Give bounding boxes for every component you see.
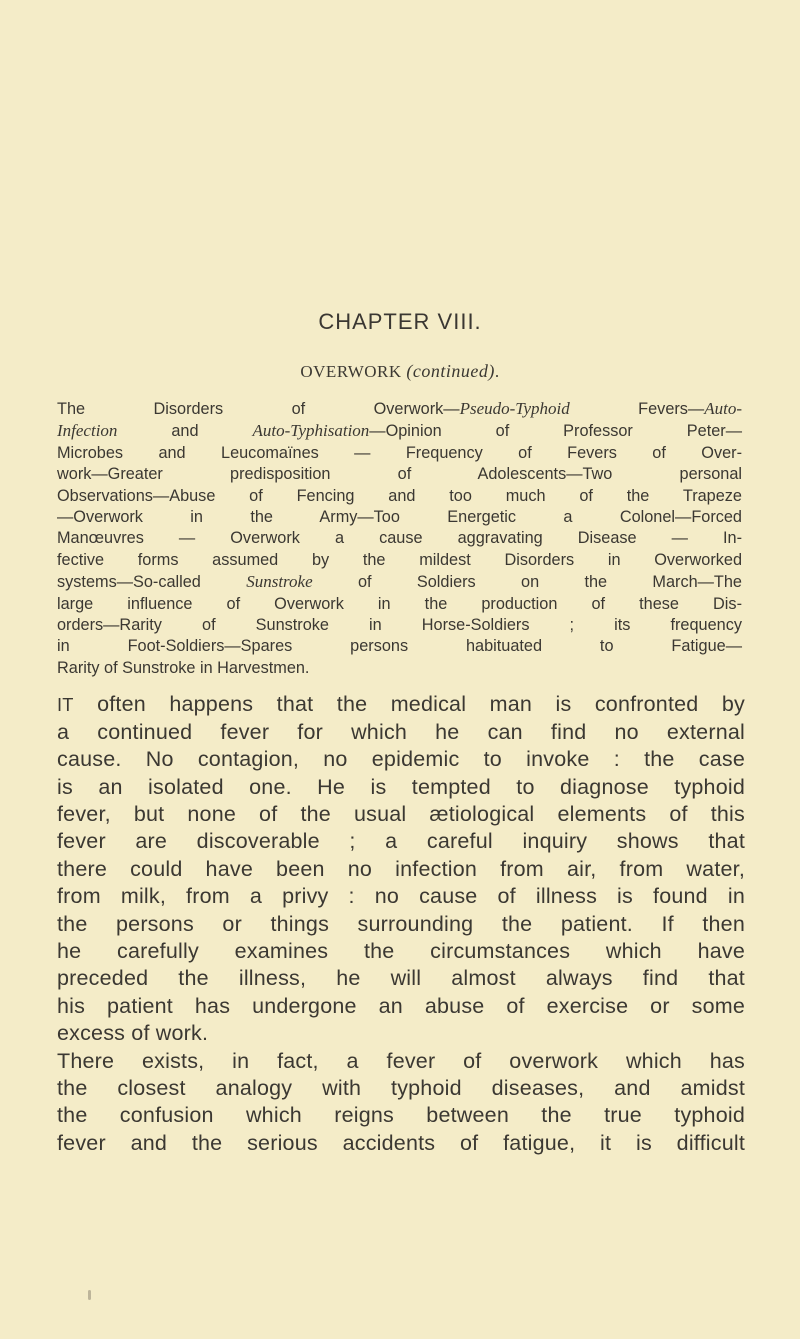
summary-line <box>57 486 742 507</box>
chapter-summary <box>57 398 742 679</box>
text-segment: a continued fever for which he can find no external <box>57 719 745 744</box>
text-segment: fever are discoverable ; a careful inquiry shows that <box>57 829 745 854</box>
body-line <box>57 1020 745 1047</box>
summary-line <box>57 398 742 420</box>
page-text <box>57 398 745 1157</box>
text-segment: is an isolated one. He is tempted to diagnose typhoid <box>57 774 745 799</box>
body-line <box>57 856 745 883</box>
summary-line <box>57 420 742 442</box>
body-line <box>57 691 745 718</box>
chapter-title: CHAPTER VIII. <box>318 309 482 334</box>
text-segment: Fevers— <box>569 400 705 418</box>
text-segment: there could have been no infection from air, from water, <box>57 856 745 881</box>
body-line <box>57 774 745 801</box>
summary-line <box>57 594 742 615</box>
text-segment: orders—Rarity of Sunstroke in Horse-Soldiers ; its frequency <box>57 616 742 635</box>
body-text <box>57 691 745 1157</box>
scan-speck <box>88 1290 91 1300</box>
text-segment: his patient has undergone an abuse of exercise or some <box>57 993 745 1018</box>
italic-text: Auto-Typhisation <box>252 421 370 441</box>
text-segment: Observations—Abuse of Fencing and too much of the Trapeze <box>57 486 742 505</box>
text-segment: fective forms assumed by the mildest Disorders in Overworked <box>57 550 742 569</box>
text-segment: of Soldiers on the March—The <box>312 573 742 592</box>
text-segment: cause. No contagion, no epidemic to invoke : the case <box>57 747 745 772</box>
text-segment: There exists, in fact, a fever of overwork which has <box>57 1048 745 1073</box>
italic-text: Infection <box>57 421 118 441</box>
text-segment: —Overwork in the Army—Too Energetic a Colonel—Forced <box>57 508 742 527</box>
text-segment: Microbes and Leucomaïnes — Frequency of Fevers of Over- <box>57 443 742 462</box>
body-line <box>57 719 745 746</box>
text-segment: —Opinion of Professor Peter— <box>369 422 742 441</box>
body-line <box>57 828 745 855</box>
text-segment: work—Greater predisposition of Adolescents—Two personal <box>57 465 742 484</box>
body-line <box>57 883 745 910</box>
italic-text: Auto- <box>704 399 742 418</box>
body-line <box>57 1130 745 1157</box>
text-segment: preceded the illness, he will almost always find that <box>57 966 745 991</box>
text-segment: the closest analogy with typhoid diseases, and amidst <box>57 1075 745 1100</box>
body-line <box>57 1075 745 1102</box>
summary-line <box>57 658 742 679</box>
summary-line <box>57 507 742 528</box>
summary-line <box>57 550 742 571</box>
summary-line <box>57 615 742 636</box>
body-line <box>57 1102 745 1129</box>
body-line <box>57 746 745 773</box>
text-segment: often happens that the medical man is confronted by <box>73 692 745 717</box>
body-line <box>57 911 745 938</box>
summary-line <box>57 528 742 549</box>
text-segment: IT <box>57 694 74 716</box>
summary-line <box>57 636 742 657</box>
text-segment: the persons or things surrounding the patient. If then <box>57 911 745 936</box>
subtitle-text: OVERWORK <box>300 362 402 381</box>
text-segment: from milk, from a privy : no cause of illness is found in <box>57 884 745 909</box>
body-line <box>57 1048 745 1075</box>
body-line <box>57 993 745 1020</box>
subtitle-end: . <box>494 362 500 381</box>
italic-text: Pseudo-Typhoid <box>459 399 570 418</box>
text-segment: the confusion which reigns between the true typhoid <box>57 1103 745 1128</box>
italic-text: Sunstroke <box>246 572 313 592</box>
subtitle-italic: (continued) <box>406 361 495 381</box>
text-segment: fever and the serious accidents of fatigue, it is difficult <box>57 1130 745 1155</box>
text-segment: Manœuvres — Overwork a cause aggravating Disease — In- <box>57 529 742 548</box>
body-line <box>57 965 745 992</box>
summary-line <box>57 571 742 593</box>
body-line <box>57 801 745 828</box>
text-segment: systems—So-called <box>57 573 247 592</box>
text-segment: excess of work. <box>57 1021 209 1046</box>
text-segment: large influence of Overwork in the production of these Dis- <box>57 594 742 613</box>
chapter-subtitle <box>0 360 800 383</box>
text-segment: he carefully examines the circumstances which have <box>57 938 745 963</box>
text-segment: The Disorders of Overwork— <box>57 400 460 418</box>
text-segment: and <box>117 422 253 441</box>
text-segment: Rarity of Sunstroke in Harvestmen. <box>57 658 310 677</box>
summary-line <box>57 443 742 464</box>
summary-line <box>57 464 742 485</box>
text-segment: fever, but none of the usual ætiological elements of this <box>57 801 745 826</box>
body-line <box>57 938 745 965</box>
text-segment: in Foot-Soldiers—Spares persons habituated to Fatigue— <box>57 637 742 656</box>
